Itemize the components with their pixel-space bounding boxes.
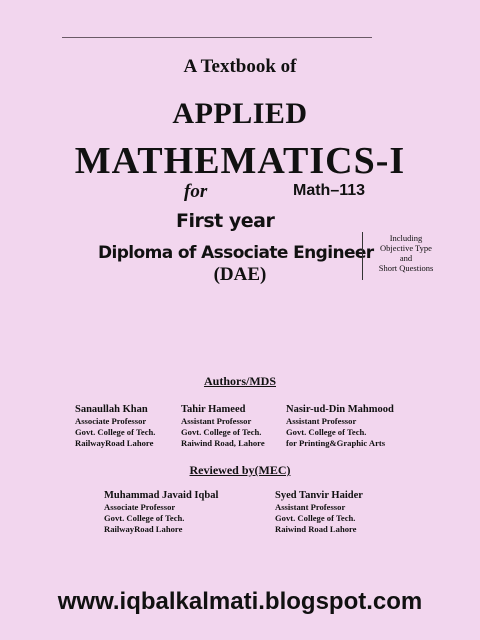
authors-heading: Authors/MDS bbox=[203, 374, 276, 388]
reviewer-name: Syed Tanvir Haider bbox=[275, 490, 363, 501]
author-title: Assistant Professor bbox=[286, 416, 357, 426]
side-note-line: Including bbox=[389, 233, 423, 243]
for-label: for bbox=[184, 181, 208, 202]
reviewer-title: Associate Professor bbox=[104, 502, 176, 512]
side-note-line: and bbox=[399, 253, 413, 263]
author-title: Assistant Professor bbox=[181, 416, 252, 426]
top-rule bbox=[62, 37, 372, 38]
side-note bbox=[366, 233, 446, 273]
reviewer-dept: Govt. College of Tech. bbox=[104, 513, 185, 523]
side-divider bbox=[362, 232, 363, 280]
reviewer-place: RailwayRoad Lahore bbox=[104, 524, 183, 534]
reviewers-heading: Reviewed by(MEC) bbox=[189, 463, 291, 477]
title-mathematics: MATHEMATICS-I bbox=[74, 140, 406, 182]
textbook-of-label: A Textbook of bbox=[183, 56, 297, 77]
reviewer-card bbox=[104, 489, 218, 535]
author-card bbox=[75, 403, 155, 449]
reviewer-card bbox=[275, 489, 363, 535]
author-card bbox=[181, 403, 265, 449]
author-name: Nasir-ud-Din Mahmood bbox=[286, 404, 394, 415]
author-dept: Govt. College of Tech. bbox=[286, 427, 367, 437]
course-code: Math–113 bbox=[293, 182, 366, 199]
author-name: Tahir Hameed bbox=[181, 404, 246, 415]
author-name: Sanaullah Khan bbox=[75, 404, 148, 415]
diploma-label: Diploma of Associate Engineer bbox=[98, 243, 374, 263]
side-note-line: Objective Type bbox=[380, 243, 432, 253]
year-label: First year bbox=[176, 210, 275, 232]
title-applied: APPLIED bbox=[172, 97, 308, 130]
reviewer-dept: Govt. College of Tech. bbox=[275, 513, 356, 523]
reviewer-place: Raiwind Road Lahore bbox=[275, 524, 357, 534]
author-title: Associate Professor bbox=[75, 416, 147, 426]
dae-label: (DAE) bbox=[213, 264, 267, 285]
reviewer-name: Muhammad Javaid Iqbal bbox=[104, 490, 219, 501]
author-place: for Printing&Graphic Arts bbox=[286, 438, 386, 448]
side-note-line: Short Questions bbox=[378, 263, 434, 273]
reviewer-title: Assistant Professor bbox=[275, 502, 346, 512]
author-card bbox=[286, 403, 394, 449]
author-place: RailwayRoad Lahore bbox=[75, 438, 154, 448]
author-dept: Govt. College of Tech. bbox=[181, 427, 262, 437]
blog-url[interactable]: www.iqbalkalmati.blogspot.com bbox=[57, 588, 423, 615]
author-dept: Govt. College of Tech. bbox=[75, 427, 156, 437]
author-place: Raiwind Road, Lahore bbox=[181, 438, 265, 448]
